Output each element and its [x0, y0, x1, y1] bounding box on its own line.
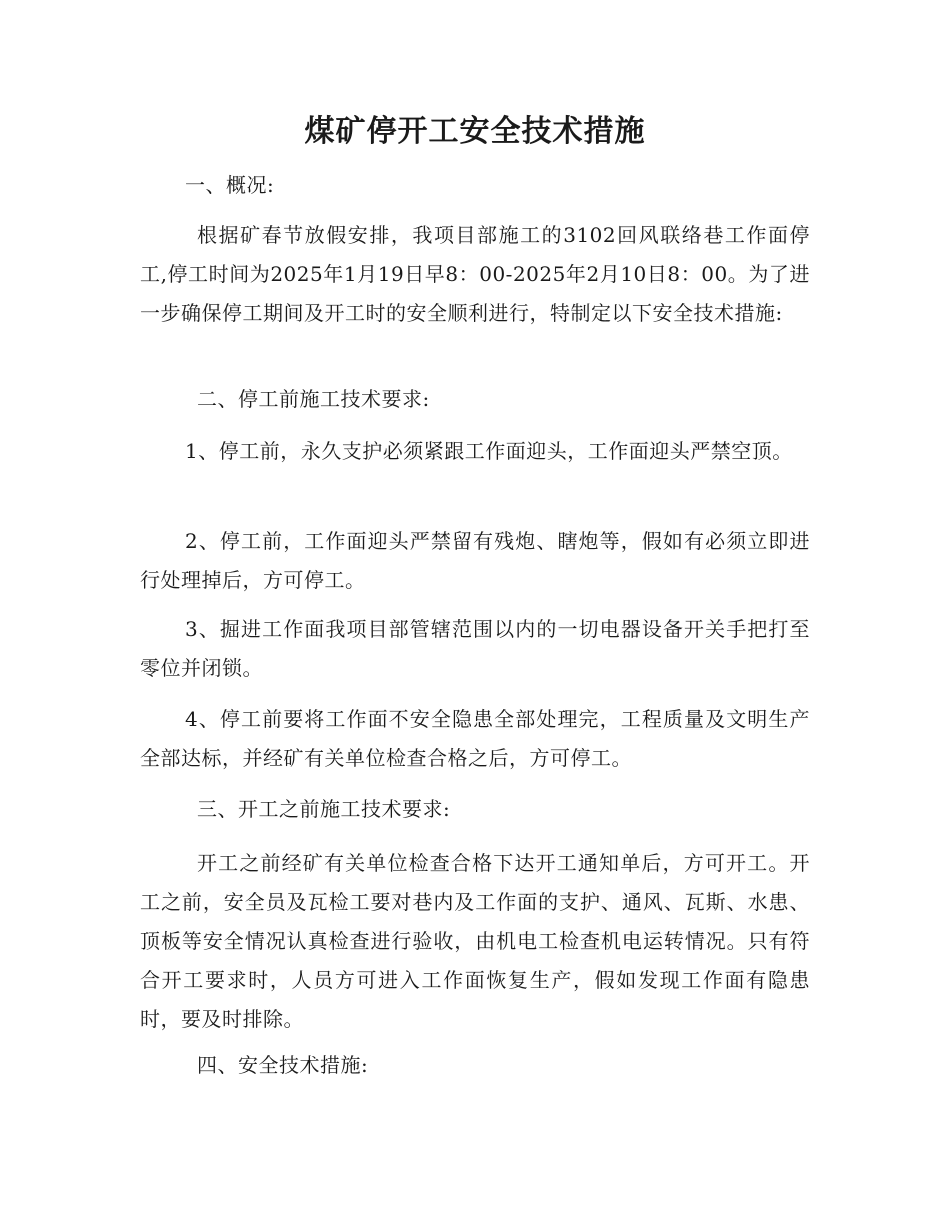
section-2-item-1: 1、停工前，永久支护必须紧跟工作面迎头，工作面迎头严禁空顶。: [185, 439, 793, 463]
section-3-paragraph: 开工之前经矿有关单位检查合格下达开工通知单后，方可开工。开工之前，安全员及瓦检工要对巷内及工作面的支护、通风、瓦斯、水患、顶板等安全情况认真检查进行验收，由机电工检查机电运转情况。只有符合开工要求时，人员方可进入工作面恢复生产，假如发现工作面有隐患时，要及时排除。: [140, 851, 810, 1031]
section-2-item-2: 2、停工前，工作面迎头严禁留有残炮、瞎炮等，假如有必须立即进行处理掉后，方可停工。: [140, 529, 810, 592]
section-2-item-3: 3、掘进工作面我项目部管辖范围以内的一切电器设备开关手把打至零位并闭锁。: [140, 617, 810, 680]
section-3-heading: 三、开工之前施工技术要求:: [197, 797, 451, 821]
section-2-heading: 二、停工前施工技术要求:: [197, 387, 430, 411]
section-2-item-4: 4、停工前要将工作面不安全隐患全部处理完，工程质量及文明生产全部达标，并经矿有关单位检查合格之后，方可停工。: [140, 707, 810, 770]
section-1-heading: 一、概况:: [185, 173, 275, 197]
document-title: 煤矿停开工安全技术措施: [304, 114, 646, 149]
section-1-paragraph: 根据矿春节放假安排，我项目部施工的3102回风联络巷工作面停工,停工时间为2025年1月19日早8：00-2025年2月10日8：00。为了进一步确保停工期间及开工时的安全顺利进行，特制定以下安全技术措施:: [140, 223, 810, 325]
section-4-heading: 四、安全技术措施:: [197, 1053, 369, 1077]
